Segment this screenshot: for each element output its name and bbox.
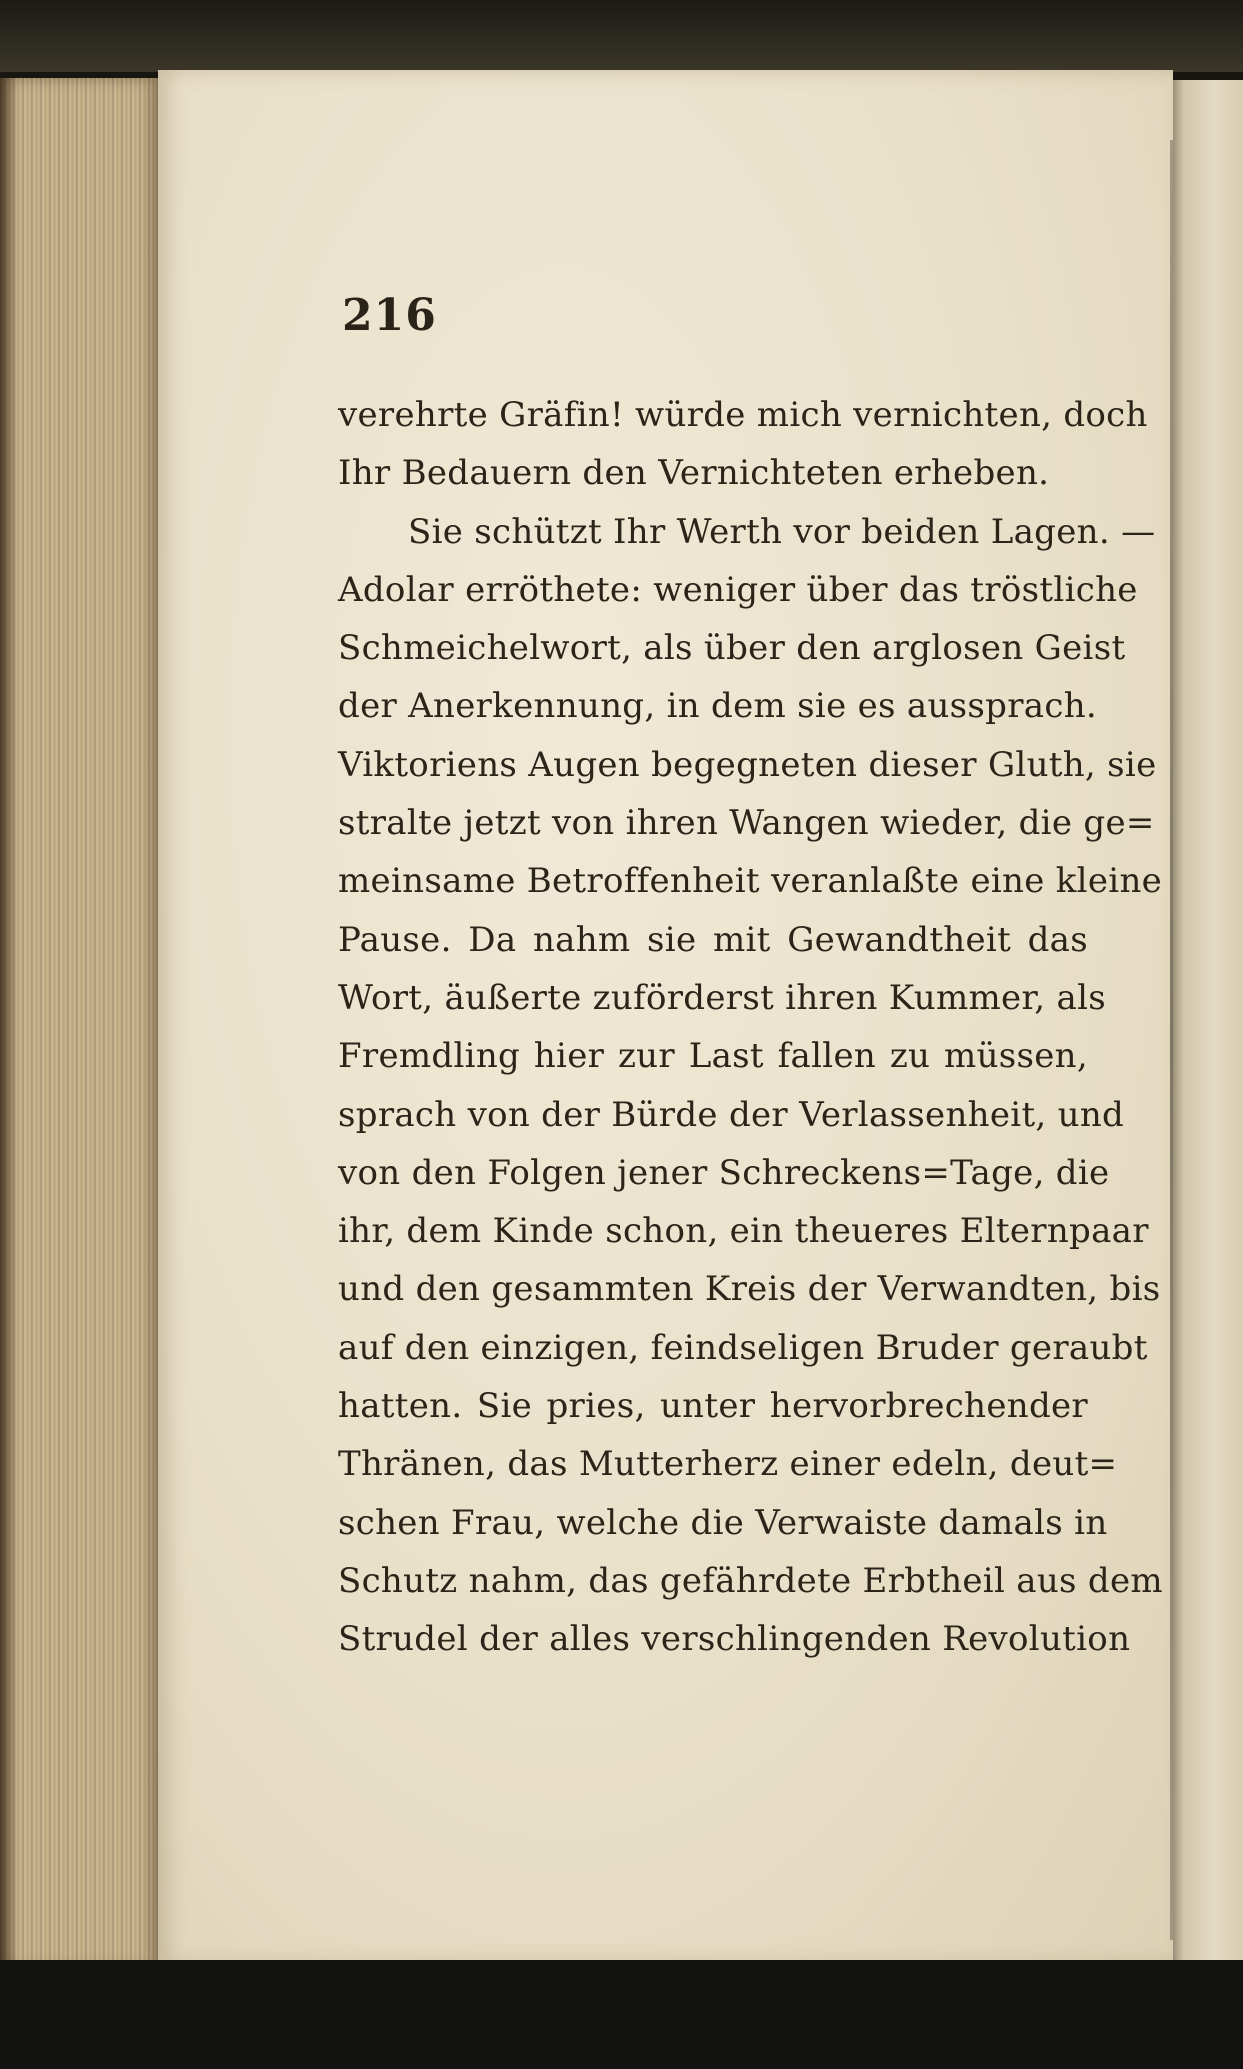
book-cover-top-edge [0,0,1243,72]
text-line: meinsame Betroffenheit veranlaßte eine kleine [338,861,1163,902]
text-line: Adolar erröthete: weniger über das tröstliche [338,569,1138,610]
text-line: Schutz nahm, das gefährdete Erbtheil aus dem [338,1560,1163,1601]
text-line: Thränen, das Mutterherz einer edeln, deut= [338,1444,1118,1485]
text-line: verehrte Gräfin! würde mich vernichten, doch [338,395,1148,435]
page-number: 216 [342,290,437,341]
text-line: Wort, äußerte zuförderst ihren Kummer, als [338,977,1106,1018]
text-line: Pause. Da nahm sie mit Gewandtheit das [338,919,1088,960]
stacked-page-edges [0,78,160,1968]
text-line: Ihr Bedauern den Vernichteten erheben. [338,453,1050,494]
text-line: schen Frau, welche die Verwaiste damals in [338,1502,1108,1543]
scan-bottom-background [0,1960,1243,2069]
text-line: ihr, dem Kinde schon, ein theueres Elternpaar [338,1211,1149,1252]
binding-gutter [1170,140,1173,1940]
text-line: Viktoriens Augen begegneten dieser Gluth, sie [338,744,1157,785]
text-line: auf den einzigen, feindseligen Bruder geraubt [338,1327,1148,1368]
text-line: stralte jetzt von ihren Wangen wieder, die ge= [338,803,1155,844]
text-line: Fremdling hier zur Last fallen zu müssen, [338,1036,1088,1077]
text-line: der Anerkennung, in dem sie es aussprach. [338,686,1098,727]
facing-page-edge [1168,80,1243,1960]
text-line: Sie schützt Ihr Werth vor beiden Lagen. — [408,511,1156,552]
text-line: von den Folgen jener Schreckens=Tage, die [338,1152,1110,1193]
text-line: und den gesammten Kreis der Verwandten, bis [338,1269,1161,1310]
text-line: hatten. Sie pries, unter hervorbrechender [338,1386,1088,1427]
text-line: Strudel der alles verschlingenden Revolution [338,1619,1131,1660]
body-text [338,386,1163,1669]
text-line: sprach von der Bürde der Verlassenheit, und [338,1094,1125,1135]
text-line: Schmeichelwort, als über den arglosen Geist [338,628,1126,669]
page-edges-shadow [0,78,18,1968]
